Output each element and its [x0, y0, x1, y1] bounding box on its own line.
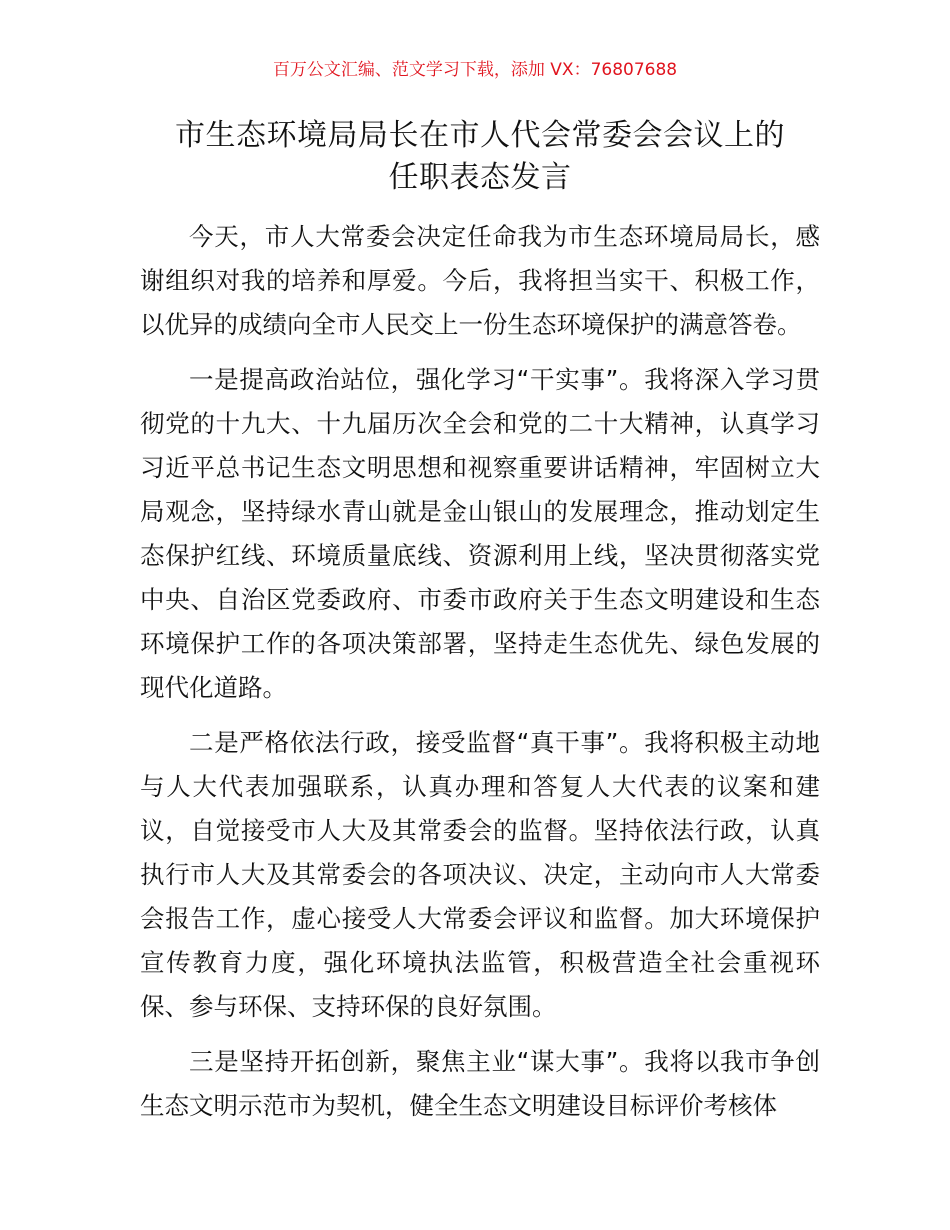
title-line-2: 任职表态发言 [388, 160, 572, 195]
document-body [140, 215, 820, 1139]
promo-banner: 百万公文汇编、范文学习下载，添加 VX：76807688 [272, 60, 678, 80]
paragraph-point-1: 一是提高政治站位，强化学习“干实事”。我将深入学习贯彻党的十九大、十九届历次全会和党的二十大精神，认真学习习近平总书记生态文明思想和视察重要讲话精神，牢固树立大局观念，坚持绿水青山就是金山银山的发展理念，推动划定生态保护红线、环境质量底线、资源利用上线，坚决贯彻落实党中央、自治区党委政府、市委市政府关于生态文明建设和生态环境保护工作的各项决策部署，坚持走生态优先、绿色发展的现代化道路。 [140, 365, 820, 702]
document-title [140, 115, 820, 199]
paragraph-point-3: 三是坚持开拓创新，聚焦主业“谋大事”。我将以我市争创生态文明示范市为契机，健全生态文明建设目标评价考核体 [140, 1047, 820, 1120]
paragraph-point-2: 二是严格依法行政，接受监督“真干事”。我将积极主动地与人大代表加强联系，认真办理和答复人大代表的议案和建议，自觉接受市人大及其常委会的监督。坚持依法行政，认真执行市人大及其常委会的各项决议、决定，主动向市人大常委会报告工作，虚心接受人大常委会评议和监督。加大环境保护宣传教育力度，强化环境执法监管，积极营造全社会重视环保、参与环保、支持环保的良好氛围。 [140, 728, 820, 1021]
paragraph-intro: 今天，市人大常委会决定任命我为市生态环境局局长，感谢组织对我的培养和厚爱。今后，我将担当实干、积极工作，以优异的成绩向全市人民交上一份生态环境保护的满意答卷。 [140, 222, 820, 339]
title-line-1: 市生态环境局局长在市人代会常委会会议上的 [175, 118, 785, 153]
